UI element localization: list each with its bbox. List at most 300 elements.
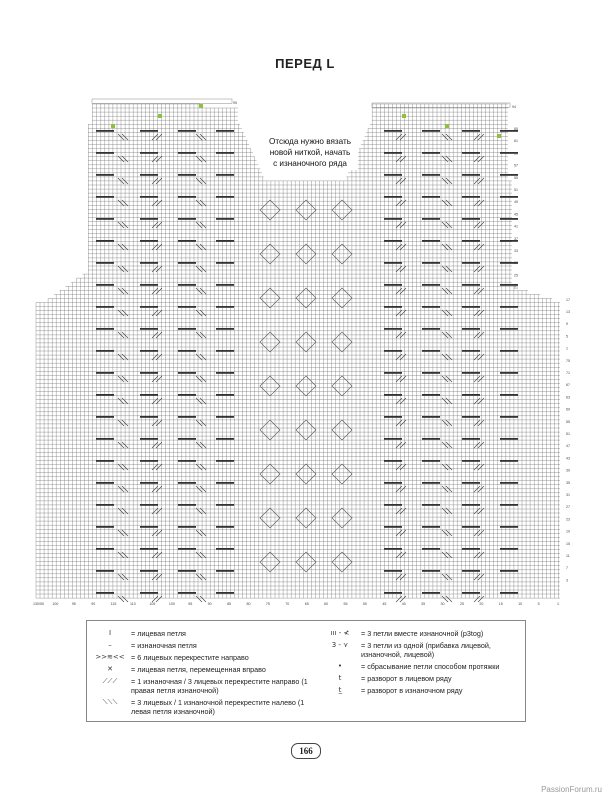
row-number: 49	[514, 200, 518, 205]
cable-cross	[500, 306, 518, 308]
cable-cross	[500, 592, 518, 594]
cable-cross	[140, 196, 158, 198]
cable-cross	[384, 394, 402, 396]
stitch-number: 100	[168, 602, 175, 606]
cable-cross	[96, 482, 114, 484]
travel-stitch	[118, 200, 128, 206]
lattice-diamond	[296, 464, 316, 484]
turn-knit-row-icon: t	[338, 674, 342, 682]
travel-stitch	[442, 376, 452, 382]
row-number: 51	[514, 188, 518, 192]
cable-cross	[422, 438, 440, 440]
cable-cross	[178, 394, 196, 396]
travel-stitch	[196, 222, 206, 228]
page-number: 166	[291, 743, 321, 759]
turn-purl-row-icon: t̲	[338, 686, 342, 694]
lattice-diamond	[260, 244, 280, 264]
row-number: 29	[514, 261, 518, 266]
stitch-number: 50	[362, 602, 367, 606]
row-number: 35	[566, 480, 570, 485]
cross-1p3k-right-icon: ⟋⟋⟋	[102, 677, 118, 685]
cable-cross	[500, 526, 518, 528]
row-number-top-left: 95	[233, 101, 237, 105]
travel-stitch	[442, 464, 452, 470]
stitch-number: 30	[440, 602, 445, 606]
cable-cross	[462, 152, 480, 154]
travel-stitch	[442, 134, 452, 140]
travel-stitch	[118, 244, 128, 250]
lattice-diamond	[260, 552, 280, 572]
travel-stitch	[474, 134, 484, 140]
turn-marker	[199, 104, 203, 108]
travel-stitch	[474, 574, 484, 580]
cable-cross	[140, 152, 158, 154]
lattice-diamond	[260, 420, 280, 440]
cable-cross	[140, 284, 158, 286]
row-number: 67	[566, 383, 570, 388]
travel-stitch	[196, 486, 206, 492]
cable-cross	[422, 130, 440, 132]
travel-stitch	[118, 530, 128, 536]
cable-cross	[140, 218, 158, 220]
cable-cross	[216, 394, 234, 396]
cable-cross	[140, 526, 158, 528]
travel-stitch	[196, 288, 206, 294]
cable-cross	[422, 262, 440, 264]
row-number: 3	[566, 578, 568, 583]
cable-cross	[422, 328, 440, 330]
cable-cross	[462, 548, 480, 550]
travel-stitch	[118, 486, 128, 492]
cable-cross	[422, 504, 440, 506]
cable-cross	[216, 504, 234, 506]
cable-cross	[500, 438, 518, 440]
travel-stitch	[442, 530, 452, 536]
cable-cross	[140, 504, 158, 506]
travel-stitch	[442, 310, 452, 316]
cable-cross	[178, 306, 196, 308]
cable-cross	[462, 482, 480, 484]
legend-item	[323, 641, 521, 659]
cable-cross	[140, 460, 158, 462]
lattice-diamond	[260, 288, 280, 308]
travel-stitch	[442, 156, 452, 162]
cable-cross	[216, 240, 234, 242]
cable-cross	[140, 482, 158, 484]
travel-stitch	[442, 486, 452, 492]
cable-cross	[178, 592, 196, 594]
row-number: 39	[566, 468, 570, 473]
row-number: 25	[514, 273, 518, 278]
cable-cross	[178, 548, 196, 550]
cable-cross	[422, 174, 440, 176]
travel-stitch	[474, 552, 484, 558]
travel-stitch	[196, 310, 206, 316]
cable-cross	[500, 570, 518, 572]
cable-cross	[384, 592, 402, 594]
cable-cross	[422, 394, 440, 396]
legend-text: = 3 петли из одной (прибавка лицевой, изнаночной, лицевой)	[361, 641, 491, 659]
cable-cross	[384, 240, 402, 242]
travel-stitch	[474, 486, 484, 492]
legend-item	[93, 677, 315, 695]
cable-cross	[422, 592, 440, 594]
stitch-number: 90	[207, 602, 212, 606]
cable-cross	[216, 416, 234, 418]
cable-cross	[140, 174, 158, 176]
row-number: 65	[514, 127, 518, 131]
travel-stitch	[118, 288, 128, 294]
lattice-diamond	[296, 508, 316, 528]
row-number: 61	[514, 139, 518, 144]
cable-cross	[384, 548, 402, 550]
cable-cross	[462, 196, 480, 198]
cable-cross	[178, 152, 196, 154]
travel-stitch	[118, 596, 128, 602]
stitch-number: 40	[401, 602, 406, 606]
top-strip-left	[92, 99, 232, 103]
row-number-top-right: 94	[512, 105, 516, 109]
stitch-number: 90	[91, 602, 96, 606]
turn-marker	[402, 114, 406, 118]
cable-cross	[384, 284, 402, 286]
knit-moved-right-icon: ✕	[107, 665, 113, 673]
row-number: 59	[514, 151, 518, 156]
cable-cross	[500, 328, 518, 330]
travel-stitch	[442, 442, 452, 448]
cable-cross	[462, 262, 480, 264]
cable-cross	[422, 196, 440, 198]
travel-stitch	[442, 574, 452, 580]
row-number: 71	[566, 371, 570, 375]
row-number: 27	[566, 505, 570, 510]
cable-cross	[178, 482, 196, 484]
cable-cross	[96, 592, 114, 594]
cable-cross	[422, 152, 440, 154]
cable-cross	[462, 570, 480, 572]
cable-cross	[422, 350, 440, 352]
stitch-number: 100	[52, 602, 59, 606]
travel-stitch	[118, 574, 128, 580]
legend-right-column	[323, 629, 521, 698]
cable-cross	[140, 130, 158, 132]
cable-cross	[96, 460, 114, 462]
travel-stitch	[474, 420, 484, 426]
cable-cross	[462, 328, 480, 330]
cable-cross	[384, 152, 402, 154]
cable-cross	[178, 240, 196, 242]
lattice-diamond	[296, 420, 316, 440]
legend-text: = изнаночная петля	[131, 641, 197, 650]
cable-cross	[178, 416, 196, 418]
cable-cross	[384, 262, 402, 264]
cable-cross	[216, 152, 234, 154]
cable-cross	[96, 240, 114, 242]
cable-cross	[216, 592, 234, 594]
row-number: 75	[566, 358, 570, 363]
lattice-diamond	[296, 288, 316, 308]
stitch-number: 45	[382, 602, 387, 606]
annotation-line: Отсюда нужно вязать	[268, 137, 352, 146]
travel-stitch	[442, 552, 452, 558]
cable-cross	[384, 196, 402, 198]
cable-cross	[384, 306, 402, 308]
cable-cross	[178, 130, 196, 132]
lattice-diamond	[296, 200, 316, 220]
legend-text: = 3 петли вместе изнаночной (p3tog)	[361, 629, 484, 638]
stitch-number: 60	[324, 602, 329, 606]
row-number: 5	[566, 334, 568, 339]
travel-stitch	[118, 464, 128, 470]
cable-cross	[140, 306, 158, 308]
travel-stitch	[442, 266, 452, 272]
cable-cross	[178, 218, 196, 220]
cable-cross	[216, 548, 234, 550]
lattice-diamond	[260, 508, 280, 528]
cable-cross	[96, 218, 114, 220]
row-number: 17	[566, 297, 570, 302]
cable-cross	[216, 350, 234, 352]
lattice-diamond	[332, 288, 352, 308]
cable-cross	[384, 130, 402, 132]
cable-cross	[96, 306, 114, 308]
cable-cross	[140, 416, 158, 418]
travel-stitch	[118, 442, 128, 448]
lattice-diamond	[296, 552, 316, 572]
cable-cross	[384, 328, 402, 330]
legend-item	[323, 662, 521, 671]
cable-cross	[384, 526, 402, 528]
cable-cross	[384, 482, 402, 484]
row-number: 41	[514, 224, 518, 229]
travel-stitch	[118, 376, 128, 382]
cross-3k1p-left-icon: ⟍⟍⟍	[102, 698, 118, 706]
cable-6-right-icon: >>≋<<	[95, 653, 125, 661]
lattice-diamond	[332, 508, 352, 528]
legend-text: = 1 изнаночная / 3 лицевых перекрестите направо (1 правая петля изнаночной)	[131, 677, 308, 695]
cable-cross	[462, 284, 480, 286]
cable-cross	[422, 306, 440, 308]
cable-cross	[96, 262, 114, 264]
cable-cross	[500, 196, 518, 198]
stitch-number: 130/50	[33, 602, 44, 606]
legend-item	[93, 629, 315, 638]
row-number: 1	[566, 346, 568, 351]
travel-stitch	[474, 530, 484, 536]
travel-stitch	[118, 310, 128, 316]
purl-stitch-icon: –	[108, 641, 112, 649]
cable-cross	[140, 262, 158, 264]
legend-text: = разворот в изнаночном ряду	[361, 686, 463, 695]
stitch-number: 1	[557, 602, 559, 606]
cable-cross	[96, 328, 114, 330]
annotation-line: с изнаночного ряда	[273, 159, 347, 168]
stitch-number: 85	[227, 602, 232, 606]
cable-cross	[96, 526, 114, 528]
watermark: PassionForum.ru	[541, 785, 602, 794]
cable-cross	[462, 438, 480, 440]
stitch-number: 25	[459, 602, 464, 606]
cable-cross	[500, 394, 518, 396]
travel-stitch	[474, 156, 484, 162]
row-number: 11	[566, 554, 570, 558]
cable-cross	[96, 152, 114, 154]
travel-stitch	[196, 420, 206, 426]
cable-cross	[96, 284, 114, 286]
legend-text: = 3 лицевых / 1 изнаночной перекрестите налево (1 левая петля изнаночной)	[131, 698, 305, 716]
turn-marker	[111, 124, 115, 128]
cable-cross	[422, 218, 440, 220]
travel-stitch	[118, 552, 128, 558]
travel-stitch	[442, 222, 452, 228]
lattice-diamond	[332, 552, 352, 572]
annotation-line: новой ниткой, начать	[269, 148, 351, 157]
cable-cross	[178, 262, 196, 264]
cable-cross	[216, 262, 234, 264]
cable-cross	[462, 592, 480, 594]
stitch-number: 110	[130, 602, 136, 606]
cable-cross	[140, 438, 158, 440]
cable-cross	[500, 482, 518, 484]
grid-lines	[36, 104, 560, 598]
cable-cross	[140, 350, 158, 352]
row-number: 33	[514, 249, 518, 253]
cable-cross	[462, 174, 480, 176]
row-number: 37	[514, 236, 518, 241]
legend-item	[93, 641, 315, 650]
row-number: 21	[514, 285, 518, 290]
row-number: 23	[566, 517, 570, 522]
row-number: 43	[566, 456, 570, 461]
travel-stitch	[474, 464, 484, 470]
lattice-diamond	[260, 200, 280, 220]
travel-stitch	[196, 200, 206, 206]
cable-cross	[140, 394, 158, 396]
travel-stitch	[196, 552, 206, 558]
cable-cross	[96, 130, 114, 132]
row-number: 51	[566, 432, 570, 436]
cable-cross	[462, 394, 480, 396]
cable-cross	[96, 394, 114, 396]
cable-cross	[462, 130, 480, 132]
stitch-number: 80	[246, 602, 251, 606]
lattice-diamond	[332, 464, 352, 484]
row-number: 47	[566, 444, 570, 449]
travel-stitch	[474, 288, 484, 294]
row-number: 19	[566, 529, 570, 534]
cable-cross	[178, 526, 196, 528]
lattice-diamond	[332, 244, 352, 264]
cable-cross	[500, 416, 518, 418]
stitch-number: 20	[479, 602, 484, 606]
cable-cross	[422, 548, 440, 550]
stitch-number: 115	[110, 602, 117, 606]
travel-stitch	[196, 530, 206, 536]
cable-cross	[500, 372, 518, 374]
cable-cross	[216, 284, 234, 286]
stitch-number: 105	[149, 602, 156, 606]
stitch-number: 70	[285, 602, 290, 606]
cable-cross	[384, 218, 402, 220]
travel-stitch	[474, 244, 484, 250]
travel-stitch	[442, 288, 452, 294]
lattice-diamond	[296, 244, 316, 264]
cable-cross	[384, 438, 402, 440]
stitch-number: 95	[188, 602, 193, 606]
cable-cross	[178, 350, 196, 352]
legend-text: = сбрасывание петли способом протяжки	[361, 662, 500, 671]
cable-cross	[384, 174, 402, 176]
increase-3-from-1-icon: 3 - ⋎	[331, 641, 349, 649]
stitch-number: 5	[537, 602, 540, 606]
legend-text: = лицевая петля	[131, 629, 186, 638]
travel-stitch	[118, 134, 128, 140]
cable-cross	[422, 372, 440, 374]
cable-cross	[178, 504, 196, 506]
row-number: 57	[514, 163, 518, 168]
turn-marker	[445, 124, 449, 128]
cable-cross	[216, 130, 234, 132]
travel-stitch	[196, 574, 206, 580]
cable-cross	[216, 526, 234, 528]
stitch-number: 10	[518, 602, 523, 606]
cable-cross	[422, 460, 440, 462]
cable-cross	[462, 416, 480, 418]
travel-stitch	[118, 156, 128, 162]
lattice-diamond	[332, 200, 352, 220]
travel-stitch	[196, 376, 206, 382]
cable-cross	[216, 306, 234, 308]
lattice-diamond	[260, 464, 280, 484]
cable-cross	[422, 240, 440, 242]
cable-cross	[96, 416, 114, 418]
cable-cross	[384, 504, 402, 506]
legend-text: = разворот в лицевом ряду	[361, 674, 452, 683]
stitch-number: 35	[421, 602, 426, 606]
cable-cross	[216, 218, 234, 220]
travel-stitch	[474, 310, 484, 316]
travel-stitch	[196, 156, 206, 162]
cable-cross	[140, 570, 158, 572]
stitch-number: 65	[304, 602, 309, 606]
cable-cross	[140, 592, 158, 594]
cable-cross	[96, 548, 114, 550]
cable-cross	[96, 504, 114, 506]
stitch-number: 75	[265, 602, 270, 606]
legend-item	[323, 629, 521, 638]
cable-cross	[178, 570, 196, 572]
cable-cross	[500, 350, 518, 352]
travel-stitch	[474, 200, 484, 206]
row-number: 13	[566, 310, 570, 314]
cable-cross	[216, 570, 234, 572]
cable-cross	[178, 372, 196, 374]
travel-stitch	[196, 134, 206, 140]
cable-cross	[422, 526, 440, 528]
legend-left-column	[93, 629, 315, 719]
cable-cross	[140, 548, 158, 550]
lattice-diamond	[296, 376, 316, 396]
travel-stitch	[442, 420, 452, 426]
row-number: 15	[566, 541, 570, 546]
cable-cross	[500, 504, 518, 506]
travel-stitch	[196, 464, 206, 470]
turn-marker	[158, 114, 162, 118]
knit-stitch-icon: I	[108, 629, 112, 637]
stitch-number: 55	[343, 602, 348, 606]
cable-cross	[462, 218, 480, 220]
cable-cross	[178, 460, 196, 462]
